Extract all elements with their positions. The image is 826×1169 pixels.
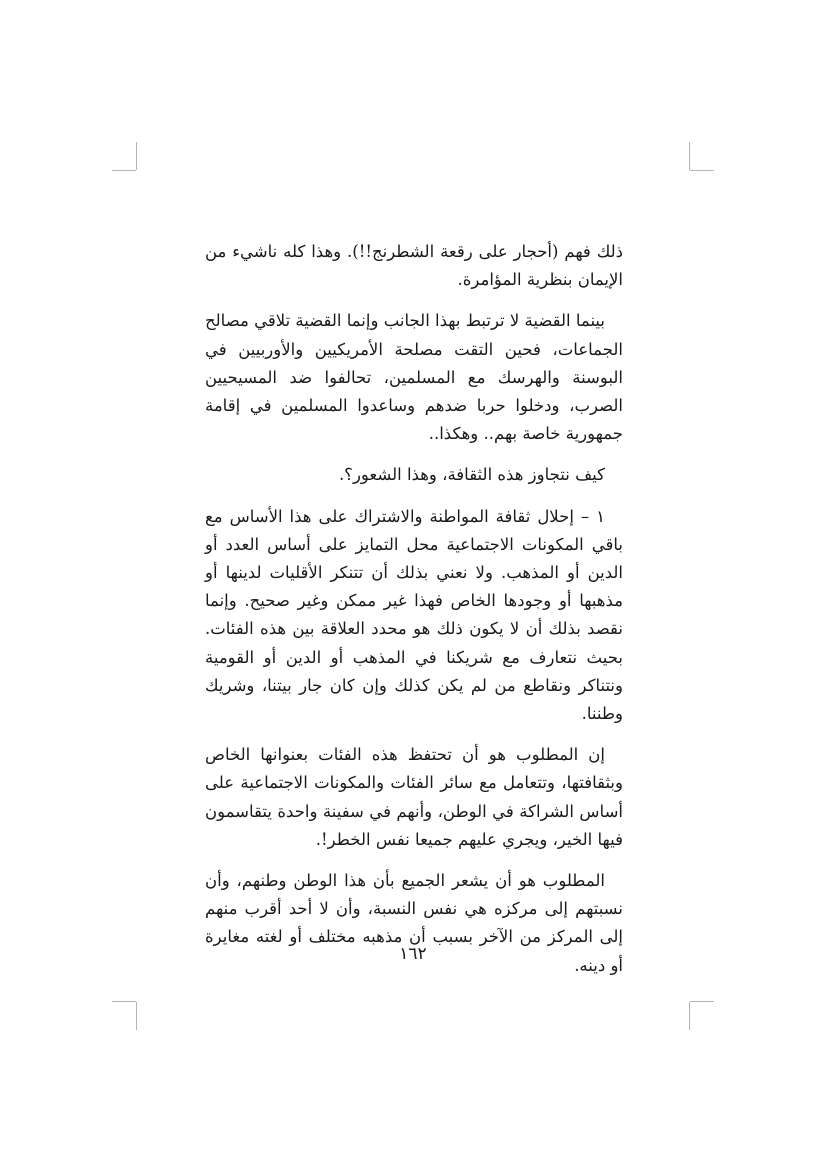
crop-mark-bottom-left-h — [112, 1001, 136, 1002]
page-body-text — [205, 238, 623, 993]
paragraph-5: إن المطلوب هو أن تحتفظ هذه الفئات بعنوانها الخاص وبثقافتها، وتتعامل مع سائر الفئات والمكونات الاجتماعية على أساس الشراكة في الوطن، وأنهم في سفينة واحدة يتقاسمون فيها الخير، ويجري عليهم جميعا نفس الخطر!. — [205, 745, 623, 849]
paragraph-3: كيف نتجاوز هذه الثقافة، وهذا الشعور؟. — [338, 465, 605, 485]
paragraph-6: المطلوب هو أن يشعر الجميع بأن هذا الوطن وطنهم، وأن نسبتهم إلى مركزه هي نفس النسبة، وأن لا أحد أقرب منهم إلى المركز من الآخر بسبب أن مذهبه مختلف أو لغته مغايرة أو دينه. — [205, 871, 623, 975]
crop-mark-top-left-v — [136, 142, 137, 170]
paragraph-1: ذلك فهم (أحجار على رقعة الشطرنج!!). وهذا كله ناشيء من الإيمان بنظرية المؤامرة. — [205, 242, 623, 290]
crop-mark-bottom-left-v — [136, 1002, 137, 1030]
crop-mark-bottom-right-h — [690, 1001, 714, 1002]
page-number: ١٦٢ — [399, 944, 427, 964]
paragraph-4: ١ – إحلال ثقافة المواطنة والاشتراك على هذا الأساس مع باقي المكونات الاجتماعية محل التمايز على أساس العدد أو الدين أو المذهب. ولا نعني بذلك أن تتنكر الأقليات لدينها أو مذهبها أو وجودها الخاص فهذا غير ممكن وغير صحيح. وإنما نقصد بذلك أن لا يكون ذلك هو محدد العلاقة بين هذه الفئات. بحيث نتعارف مع شريكنا في المذهب أو الدين أو القومية ونتناكر ونقاطع من لم يكن كذلك وإن كان جار بيتنا، وشريك وطننا. — [205, 506, 623, 724]
paragraph-2: بينما القضية لا ترتبط بهذا الجانب وإنما القضية تلاقي مصالح الجماعات، فحين التقت مصلحة الأمريكيين والأوربيين في البوسنة والهرسك مع المسلمين، تحالفوا ضد المسيحيين الصرب، ودخلوا حربا ضدهم وساعدوا المسلمين في إقامة جمهورية خاصة بهم.. وهكذا.. — [204, 311, 623, 444]
crop-mark-bottom-right-v — [689, 1002, 690, 1030]
crop-mark-top-right-h — [690, 170, 714, 171]
crop-mark-top-right-v — [689, 142, 690, 170]
crop-mark-top-left-h — [112, 170, 136, 171]
